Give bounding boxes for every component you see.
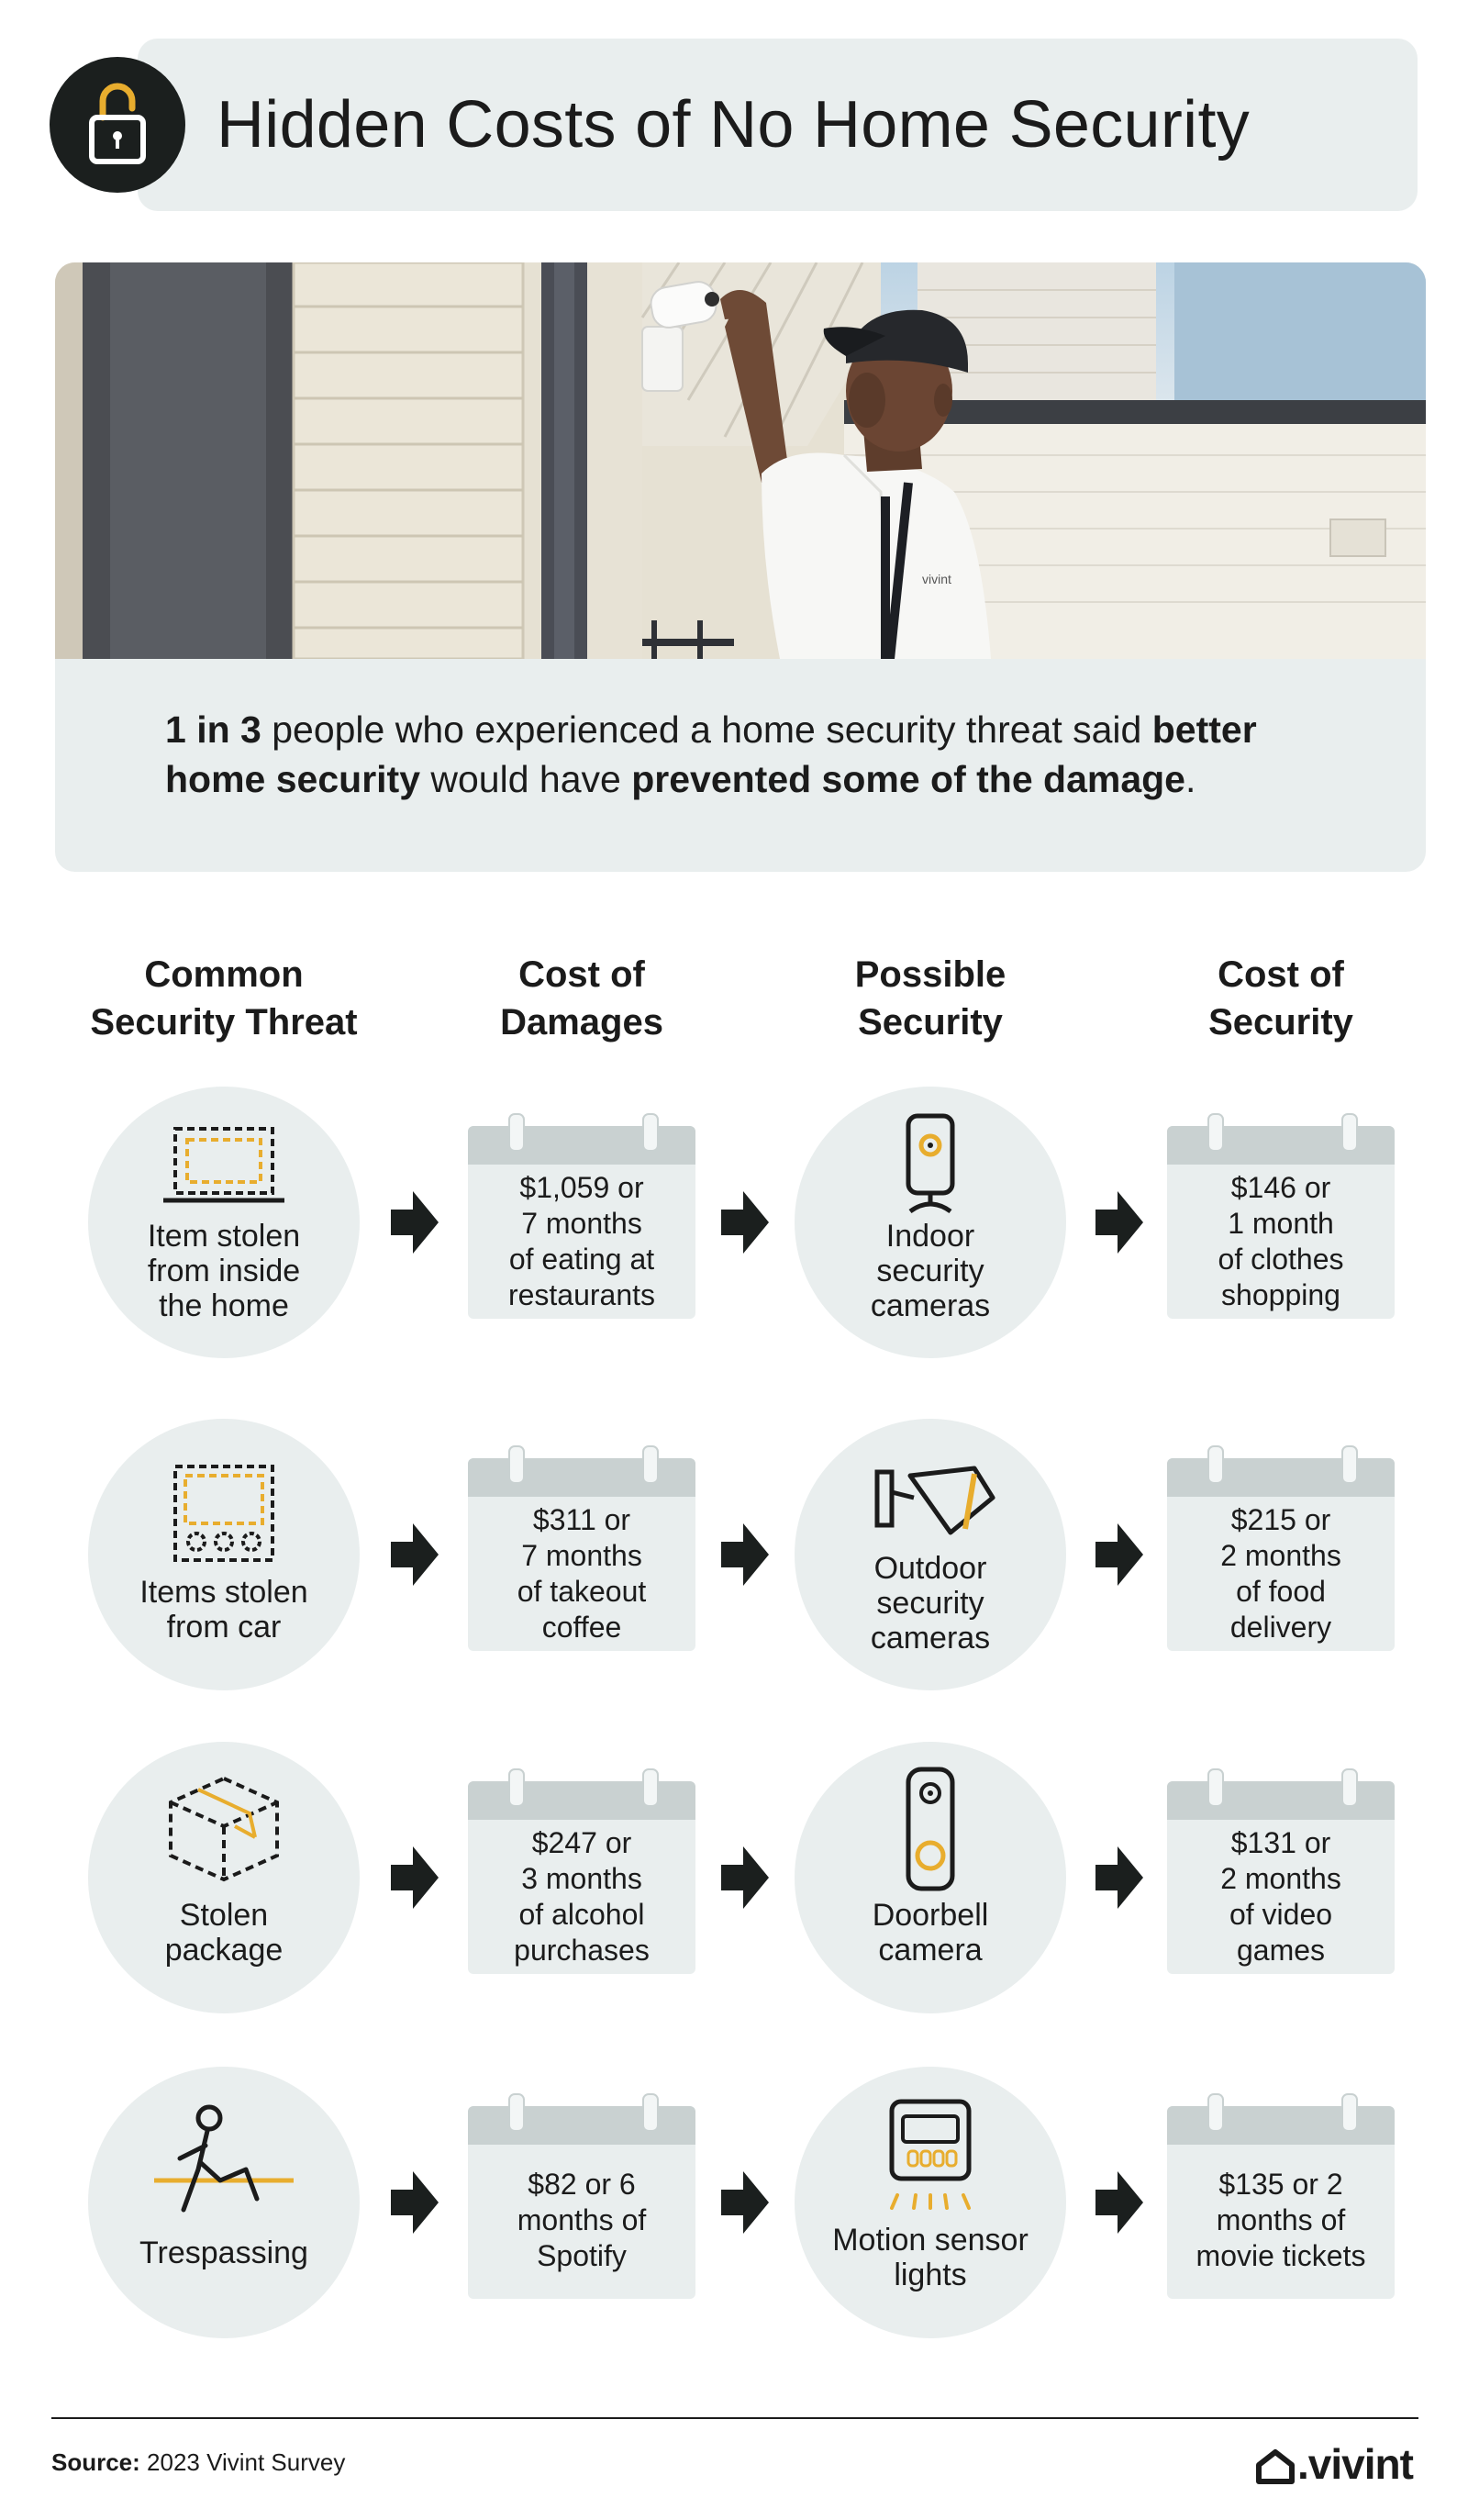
security-circle (795, 1742, 1066, 2013)
damage-calendar-card (468, 2106, 695, 2299)
calendar-ring-icon (642, 1768, 659, 1807)
hero-photo (55, 262, 1426, 659)
damage-text: purchases (514, 1934, 650, 1967)
security-label: camera (878, 1933, 983, 1968)
damage-text: Spotify (537, 2239, 627, 2272)
damage-text: $82 or 6 (528, 2168, 636, 2201)
calendar-ring-icon (1341, 1768, 1358, 1807)
damage-text: 7 months (521, 1207, 642, 1240)
calendar-ring-icon (1341, 1113, 1358, 1152)
arrow-right-icon (1092, 1186, 1147, 1259)
calendar-header (1167, 1126, 1395, 1165)
page-title: Hidden Costs of No Home Security (217, 88, 1251, 162)
threat-circle (88, 2067, 360, 2338)
arrow-right-icon (1092, 1841, 1147, 1914)
cost-calendar-card (1167, 1126, 1395, 1319)
cost-text: $146 or (1230, 1171, 1331, 1204)
threat-label: from inside (147, 1254, 301, 1288)
damage-text: of eating at (508, 1243, 655, 1276)
cost-text: months of (1216, 2203, 1346, 2236)
calendar-ring-icon (642, 2093, 659, 2132)
security-label: cameras (870, 1288, 991, 1323)
damage-text: $1,059 or (519, 1171, 644, 1204)
arrow-right-icon (717, 2166, 773, 2239)
damage-text: restaurants (507, 1278, 656, 1311)
cost-text: 1 month (1228, 1207, 1334, 1240)
column-header-line: Damages (500, 1002, 663, 1043)
brand-name: .vivint (1297, 2440, 1413, 2488)
column-header-line: Cost of (518, 954, 645, 995)
stat-part6: . (1185, 758, 1196, 800)
cost-calendar-card (1167, 2106, 1395, 2299)
calendar-ring-icon (1207, 1445, 1224, 1484)
threat-label: from car (166, 1610, 282, 1645)
cost-text: of video (1229, 1898, 1333, 1931)
source-note (51, 2448, 345, 2477)
threat-circle (88, 1742, 360, 2013)
column-header (1116, 951, 1446, 1046)
arrow-right-icon (387, 2166, 442, 2239)
calendar-ring-icon (642, 1113, 659, 1152)
calendar-header (468, 1126, 695, 1165)
damage-text: $247 or (531, 1826, 632, 1859)
threat-label: the home (159, 1288, 289, 1323)
cost-text: movie tickets (1196, 2239, 1366, 2272)
house-icon (1255, 2448, 1296, 2485)
cost-text: $215 or (1230, 1503, 1331, 1536)
security-label: Doorbell (872, 1898, 989, 1933)
security-label: lights (894, 2258, 967, 2292)
stat-part5: prevented some of the damage (631, 758, 1185, 800)
stat-quote (165, 705, 1358, 804)
column-header-line: Possible (854, 954, 1006, 995)
calendar-ring-icon (1341, 2093, 1358, 2132)
cost-text: $131 or (1230, 1826, 1331, 1859)
column-header (59, 951, 389, 1046)
cost-text: of food (1236, 1575, 1326, 1608)
arrow-right-icon (387, 1186, 442, 1259)
unlocked-padlock-icon (50, 57, 185, 193)
cost-text: delivery (1229, 1611, 1332, 1644)
trespasser-icon (88, 2067, 360, 2338)
column-header-line: Security Threat (90, 1002, 358, 1043)
column-header-line: Security (1208, 1002, 1353, 1043)
column-header (417, 951, 747, 1046)
arrow-right-icon (717, 1518, 773, 1591)
arrow-right-icon (717, 1841, 773, 1914)
calendar-ring-icon (508, 1445, 525, 1484)
damage-text: 7 months (521, 1539, 642, 1572)
damage-text: coffee (541, 1611, 622, 1644)
damage-text: 3 months (521, 1862, 642, 1895)
calendar-header (1167, 1458, 1395, 1497)
security-circle (795, 1087, 1066, 1358)
damage-text: $311 or (532, 1503, 631, 1536)
cost-text: shopping (1221, 1278, 1340, 1311)
stat-part4: would have (420, 758, 632, 800)
calendar-header (468, 2106, 695, 2145)
threat-label: Trespassing (139, 2236, 308, 2270)
cost-calendar-card (1167, 1458, 1395, 1651)
damage-calendar-card (468, 1458, 695, 1651)
car-dashboard-icon (88, 1419, 360, 1690)
cost-calendar-card (1167, 1781, 1395, 1974)
damage-text: of alcohol (518, 1898, 645, 1931)
calendar-ring-icon (1207, 1768, 1224, 1807)
calendar-ring-icon (508, 1113, 525, 1152)
cost-text: games (1236, 1934, 1326, 1967)
cost-text: 2 months (1220, 1862, 1341, 1895)
cost-text: $135 or 2 (1218, 2168, 1343, 2201)
arrow-right-icon (387, 1841, 442, 1914)
calendar-ring-icon (1207, 1113, 1224, 1152)
damage-text: months of (517, 2203, 647, 2236)
column-header-line: Security (858, 1002, 1003, 1043)
security-label: cameras (870, 1621, 991, 1656)
security-label: Motion sensor (832, 2223, 1029, 2258)
calendar-ring-icon (508, 1768, 525, 1807)
calendar-header (468, 1781, 695, 1820)
stat-callout (55, 659, 1426, 872)
brand-logo (1255, 2436, 1420, 2491)
threat-label: package (164, 1933, 284, 1968)
arrow-right-icon (1092, 1518, 1147, 1591)
security-label: security (876, 1586, 984, 1621)
threat-label: Item stolen (147, 1219, 301, 1254)
calendar-ring-icon (1341, 1445, 1358, 1484)
arrow-right-icon (387, 1518, 442, 1591)
security-label: security (876, 1254, 984, 1288)
stat-part1: 1 in 3 (165, 708, 261, 751)
cost-text: 2 months (1220, 1539, 1341, 1572)
column-header (765, 951, 1095, 1046)
threat-label: Stolen (179, 1898, 269, 1933)
threat-circle (88, 1087, 360, 1358)
threat-circle (88, 1419, 360, 1690)
security-circle (795, 1419, 1066, 1690)
calendar-header (1167, 1781, 1395, 1820)
damage-calendar-card (468, 1126, 695, 1319)
stat-part2: people who experienced a home security threat said (261, 708, 1152, 751)
source-text: 2023 Vivint Survey (139, 2448, 346, 2476)
arrow-right-icon (717, 1186, 773, 1259)
stat-part3: better home security (165, 708, 1257, 800)
cost-text: of clothes (1218, 1243, 1344, 1276)
motion-light-icon (795, 2067, 1066, 2338)
calendar-header (468, 1458, 695, 1497)
calendar-ring-icon (1207, 2093, 1224, 2132)
calendar-ring-icon (642, 1445, 659, 1484)
arrow-right-icon (1092, 2166, 1147, 2239)
shirt-logo: vivint (922, 572, 951, 586)
calendar-header (1167, 2106, 1395, 2145)
damage-text: of takeout (517, 1575, 647, 1608)
package-icon (88, 1742, 360, 2013)
security-label: Indoor (885, 1219, 975, 1254)
column-header-line: Cost of (1218, 954, 1344, 995)
security-label: Outdoor (873, 1551, 987, 1586)
threat-label: Items stolen (139, 1575, 308, 1610)
doorbell-camera-icon (795, 1742, 1066, 2013)
column-header-line: Common (144, 954, 304, 995)
footer-divider (51, 2417, 1418, 2419)
calendar-ring-icon (508, 2093, 525, 2132)
damage-calendar-card (468, 1781, 695, 1974)
security-circle (795, 2067, 1066, 2338)
source-label: Source: (51, 2448, 140, 2476)
